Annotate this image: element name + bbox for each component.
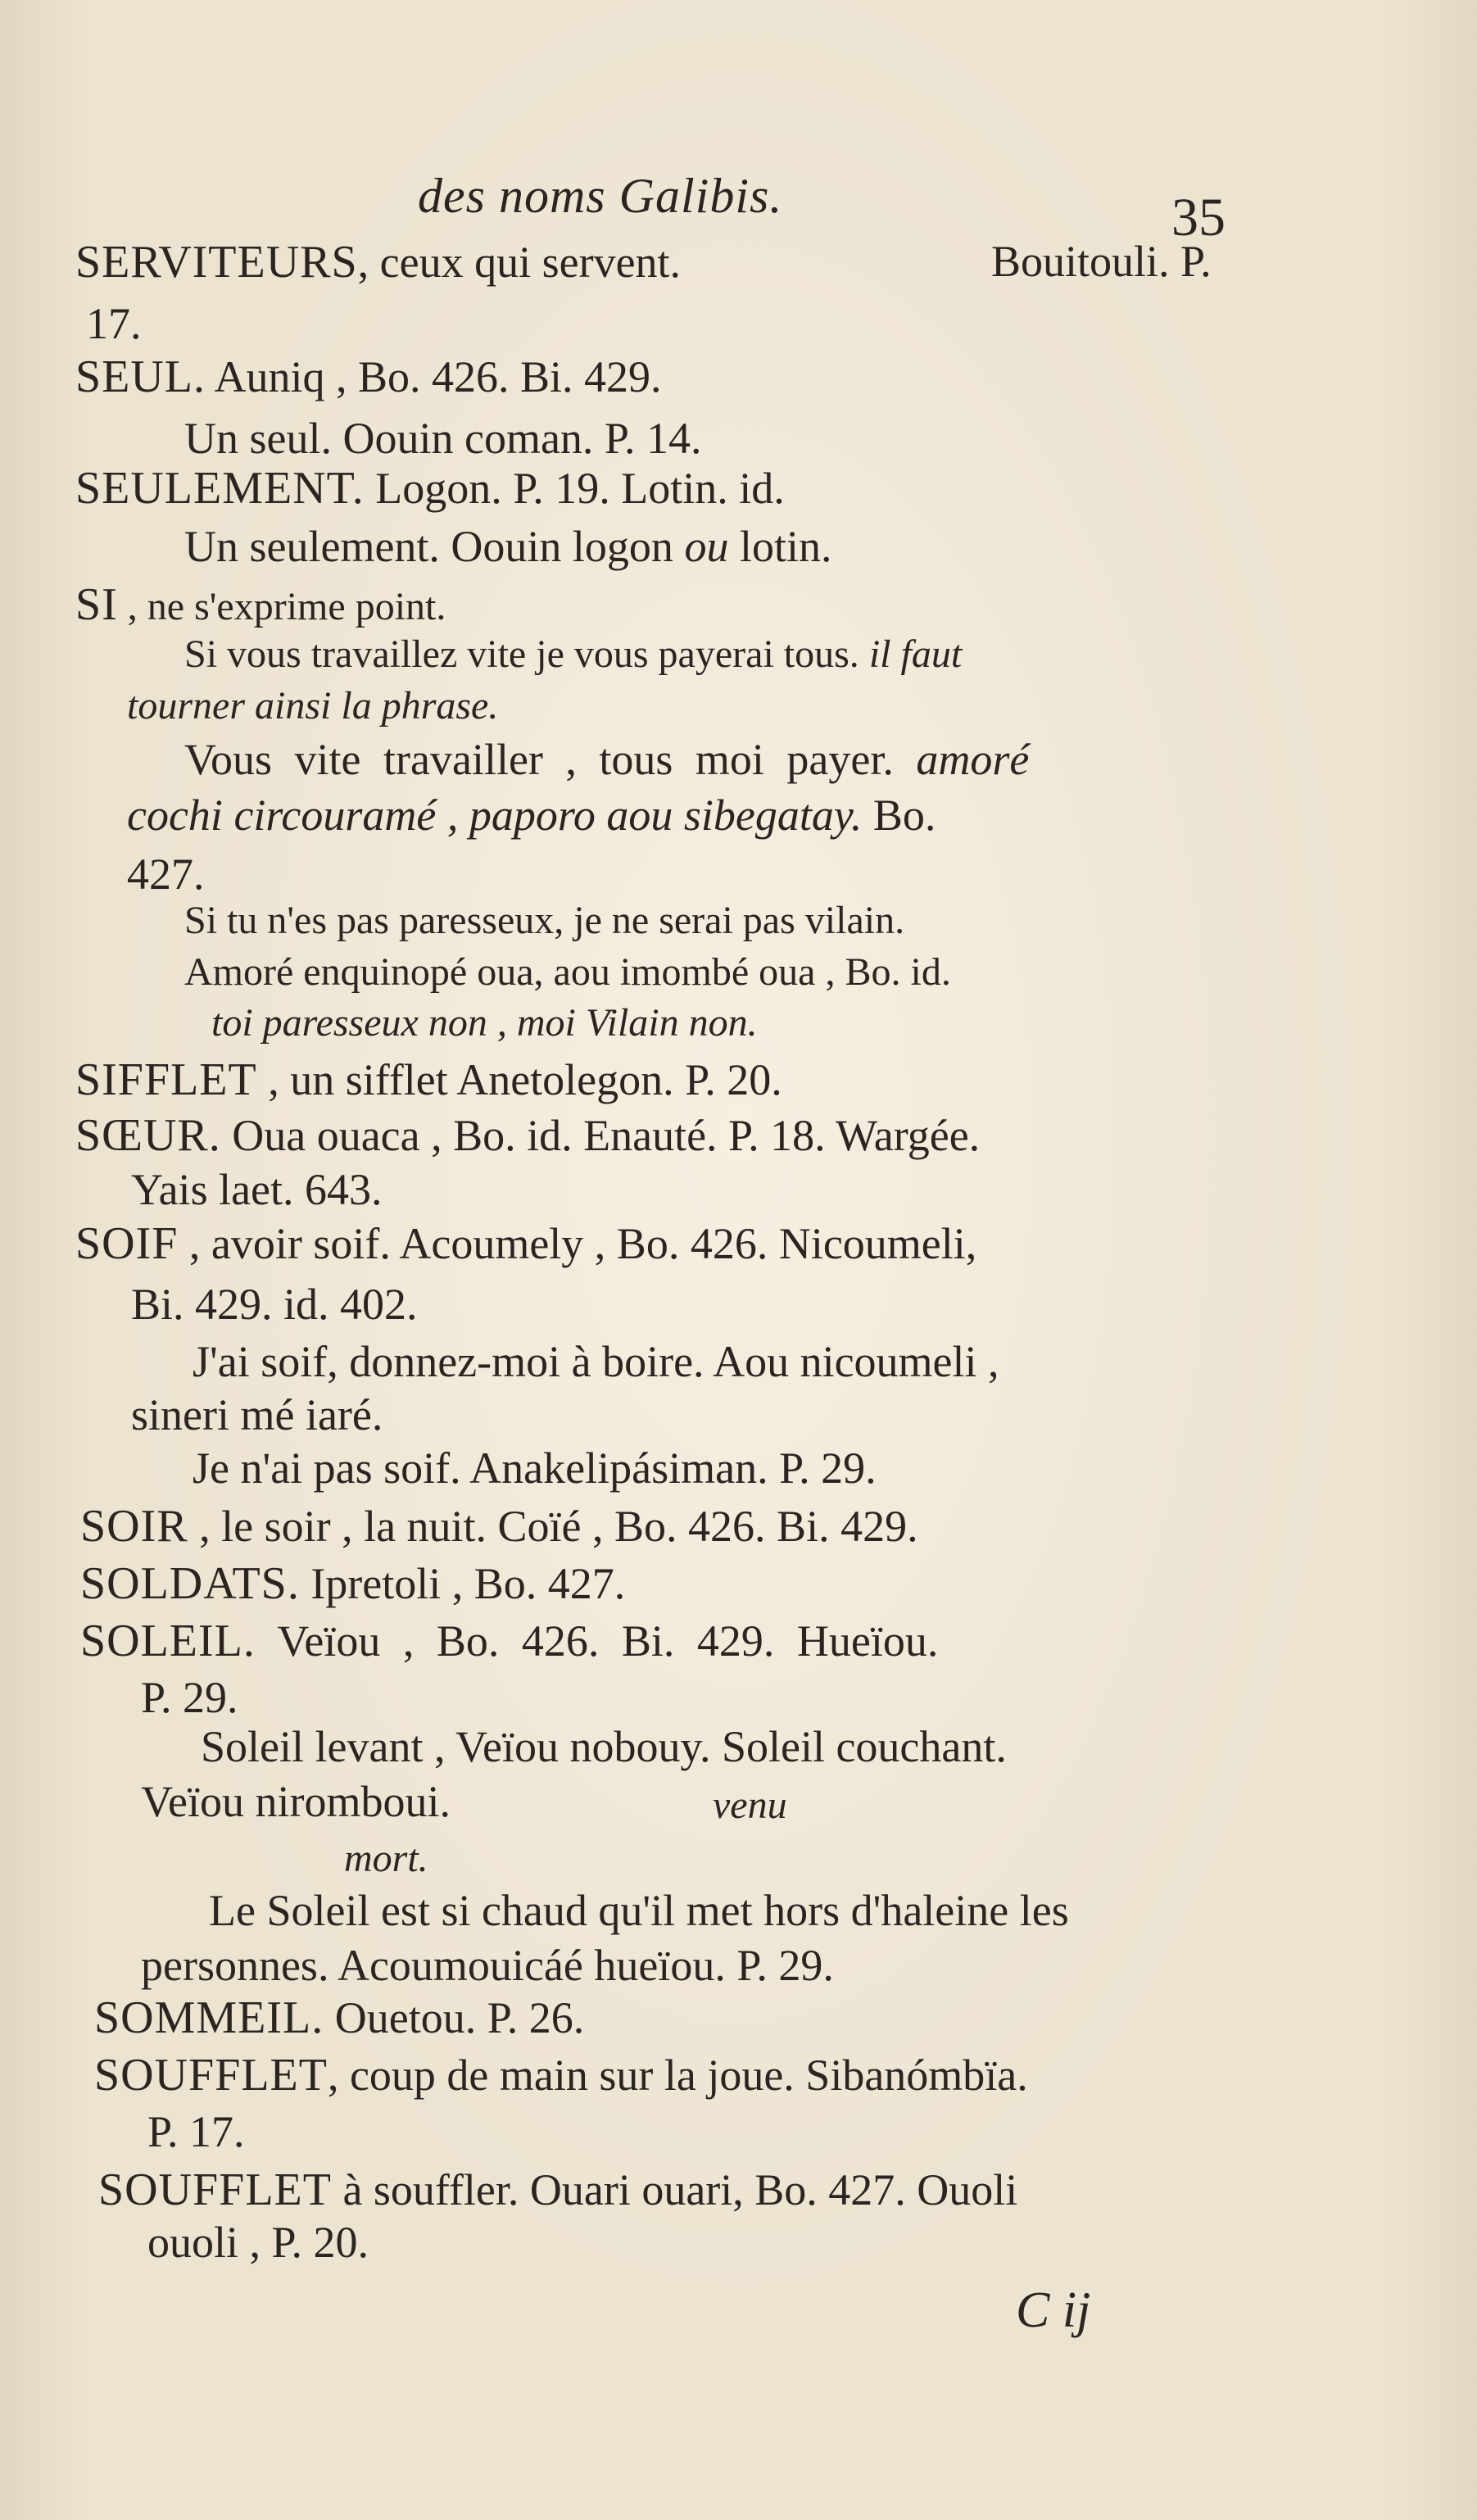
continuation-line: ouoli , P. 20. [147,2218,369,2267]
entry-headword: SOIF [75,1218,179,1269]
example-line: Le Soleil est si chaud qu'il met hors d'haleine les [209,1886,1069,1935]
continuation-line: Bi. 429. id. 402. [131,1280,418,1329]
example-line: Un seulement. Oouin logon ou lotin. [184,522,832,571]
example-line: J'ai soif, donnez-moi à boire. Aou nicoumeli , [193,1337,999,1386]
example-line: Amoré enquinopé oua, aou imombé oua , Bo. id. [184,950,951,994]
entry-line: SOUFFLET à souffler. Ouari ouari, Bo. 427. Ouoli [98,2164,1018,2215]
continuation-line: 427. [127,850,205,899]
continuation-line: personnes. Acoumouicáé hueïou. P. 29. [141,1941,834,1990]
continuation-line: 17. [86,299,142,348]
continuation-line: P. 29. [141,1673,238,1722]
entry-headword: SOUFFLET [94,2050,328,2101]
running-head: des noms Galibis. [418,169,783,223]
translation-note: tourner ainsi la phrase. [127,684,499,727]
entry-line: SOIF , avoir soif. Acoumely , Bo. 426. Nicoumeli, [75,1218,977,1269]
entry-line: SOMMEIL. Ouetou. P. 26. [94,1992,585,2043]
entry-headword: SEULEMENT. [75,463,365,514]
entry-line: SOIR , le soir , la nuit. Coïé , Bo. 426. Bi. 429. [80,1501,918,1552]
example-line: Un seul. Oouin coman. P. 14. [184,414,702,463]
gloss-note: mort. [344,1837,428,1880]
example-line: Vous vite travailler , tous moi payer. amoré [184,735,1030,784]
entry-headword: SŒUR. [75,1110,221,1161]
entry-line-tail: Bouitouli. P. [991,237,1212,286]
entry-line: SIFFLET , un sifflet Anetolegon. P. 20. [75,1054,782,1105]
continuation-line: sineri mé iaré. [131,1390,383,1439]
translation-note: toi paresseux non , moi Vilain non. [211,1001,758,1045]
entry-headword: SIFFLET [75,1054,257,1105]
entry-line: SI , ne s'exprime point. [75,579,446,630]
entry-headword: SERVITEURS [75,237,358,288]
entry-line: SEUL. Auniq , Bo. 426. Bi. 429. [75,351,662,402]
continuation-line: Yais laet. 643. [131,1165,383,1214]
example-line: Je n'ai pas soif. Anakelipásiman. P. 29. [193,1444,877,1493]
gloss-note: venu [713,1783,787,1827]
example-line: Veïou niromboui. [141,1777,451,1826]
signature-mark: C ij [1016,2282,1091,2338]
galibi-phrase: cochi circouramé , paporo aou sibegatay. Bo. [127,791,936,840]
entry-headword: SOMMEIL. [94,1992,324,2043]
entry-line: SEULEMENT. Logon. P. 19. Lotin. id. [75,463,785,514]
entry-line: SOUFFLET, coup de main sur la joue. Sibanómbïa. [94,2050,1028,2101]
page-number: 35 [1171,188,1226,247]
entry-headword: SI [75,579,118,630]
entry-headword: SOLEIL. [80,1616,256,1666]
entry-line: SOLDATS. Ipretoli , Bo. 427. [80,1558,626,1609]
example-line: Si vous travaillez vite je vous payerai tous. il faut [184,632,963,676]
entry-line: SŒUR. Oua ouaca , Bo. id. Enauté. P. 18. Wargée. [75,1110,981,1161]
continuation-line: P. 17. [147,2107,245,2156]
entry-headword: SOIR [80,1501,188,1552]
entry-headword: SEUL. [75,351,206,402]
example-line: Soleil levant , Veïou nobouy. Soleil couchant. [201,1722,1007,1771]
entry-headword: SOLDATS. [80,1558,300,1609]
entry-headword: SOUFFLET [98,2164,332,2215]
entry-line: SOLEIL. Veïou , Bo. 426. Bi. 429. Hueïou. [80,1616,939,1666]
example-line: Si tu n'es pas paresseux, je ne serai pas vilain. [184,899,905,942]
entry-line: SERVITEURS, ceux qui servent. [75,237,682,288]
